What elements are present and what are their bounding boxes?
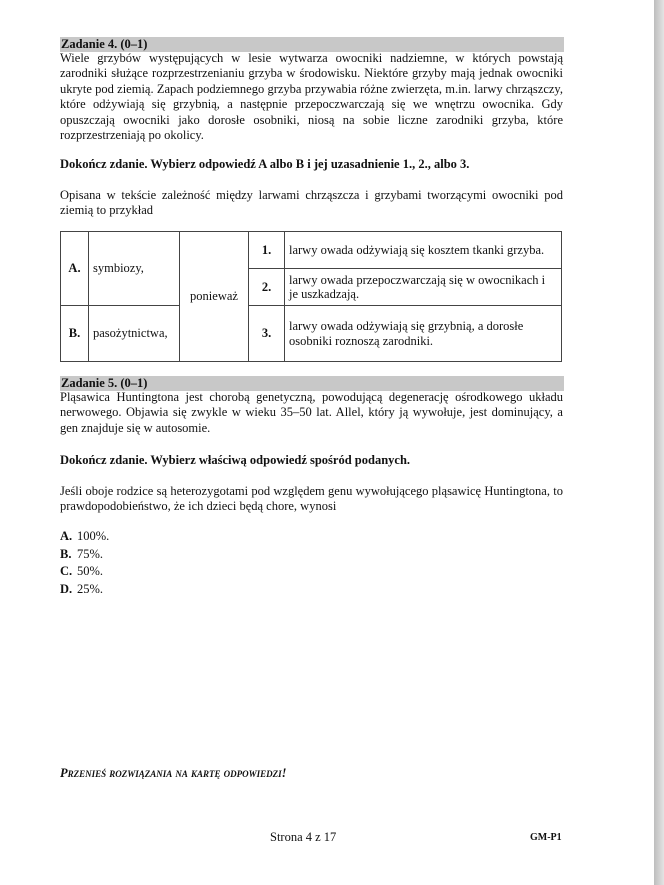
option-letter: D. [60,581,73,596]
task-5-instruction: Dokończ zdanie. Wybierz właściwą odpowiedź spośród podanych. [60,453,411,467]
task-4-instruction: Dokończ zdanie. Wybierz odpowiedź A albo B i jej uzasadnienie 1., 2., albo 3. [60,157,470,171]
page-number: Strona 4 z 17 [270,830,337,844]
task-5-options [60,528,109,598]
reason-2-number[interactable]: 2. [249,269,285,306]
reason-3-text[interactable]: larwy owada odżywiają się grzybnią, a dorosłe osobniki roznoszą zarodniki. [285,306,562,362]
task-5-option-a[interactable] [60,528,109,546]
task-4-title: Zadanie 4. (0–1) [60,37,564,52]
task-4-answer-table [60,231,562,362]
option-value: 100%. [77,529,110,543]
task-5-title: Zadanie 5. (0–1) [60,376,564,391]
reason-1-text[interactable]: larwy owada odżywiają się kosztem tkanki grzyba. [285,232,562,269]
task-4-text: Wiele grzybów występujących w lesie wytwarza owocniki nadziemne, w których powstają zarodniki służące rozprzestrzenianiu grzyba w środowisku. Niektóre grzyby mają jednak owocniki ukryte pod ziemią. Zapach podziemnego grzyba przywabia różne zwierzęta, m.in. larwy chrząszczy, które odżywiają się grzybnią, a następnie przepoczwarczają się we wnętrzu owocnika. Gdy opuszczają owocniki jako dorosłe osobniki, niosą na sobie liczne zarodniki grzyba, które rozprzestrzeniają po okolicy. [60,51,563,143]
reason-3-number[interactable]: 3. [249,306,285,362]
option-value: 25%. [77,581,104,596]
connector-word: ponieważ [180,232,249,362]
option-value: 75%. [77,546,104,561]
option-value: 50%. [77,564,104,578]
option-b-text[interactable]: pasożytnictwa, [89,306,180,362]
task-5-option-d[interactable] [60,581,109,599]
task-4-stem: Opisana w tekście zależność między larwami chrząszcza i grzybami tworzącymi owocniki pod ziemią to przykład [60,188,563,218]
reason-2-text[interactable]: larwy owada przepoczwarczają się w owocnikach i je uszkadzają. [285,269,562,306]
task-5-text: Pląsawica Huntingtona jest chorobą genetyczną, powodującą degenerację ośrodkowego układu nerwowego. Objawia się zwykle w wieku 35–50 lat. Allel, który ją wywołuje, jest dominujący, a gen znajduje się w autosomie. [60,390,563,435]
option-letter: C. [60,564,73,578]
option-a-letter[interactable]: A. [61,232,89,306]
option-letter: B. [60,546,72,561]
task-5-stem: Jeśli oboje rodzice są heterozygotami pod względem genu wywołującego pląsawicę Huntingtona, to prawdopodobieństwo, że ich dzieci będą chore, wynosi [60,484,563,514]
page-shadow [654,0,664,885]
task-5-option-c[interactable] [60,563,109,581]
option-a-text[interactable]: symbiozy, [89,232,180,306]
transfer-note: Przenieś rozwiązania na kartę odpowiedzi! [60,766,287,780]
option-b-letter[interactable]: B. [61,306,89,362]
exam-code: GM-P1 [530,832,562,843]
task-5-option-b[interactable] [60,546,109,564]
option-letter: A. [60,529,73,543]
reason-1-number[interactable]: 1. [249,232,285,269]
